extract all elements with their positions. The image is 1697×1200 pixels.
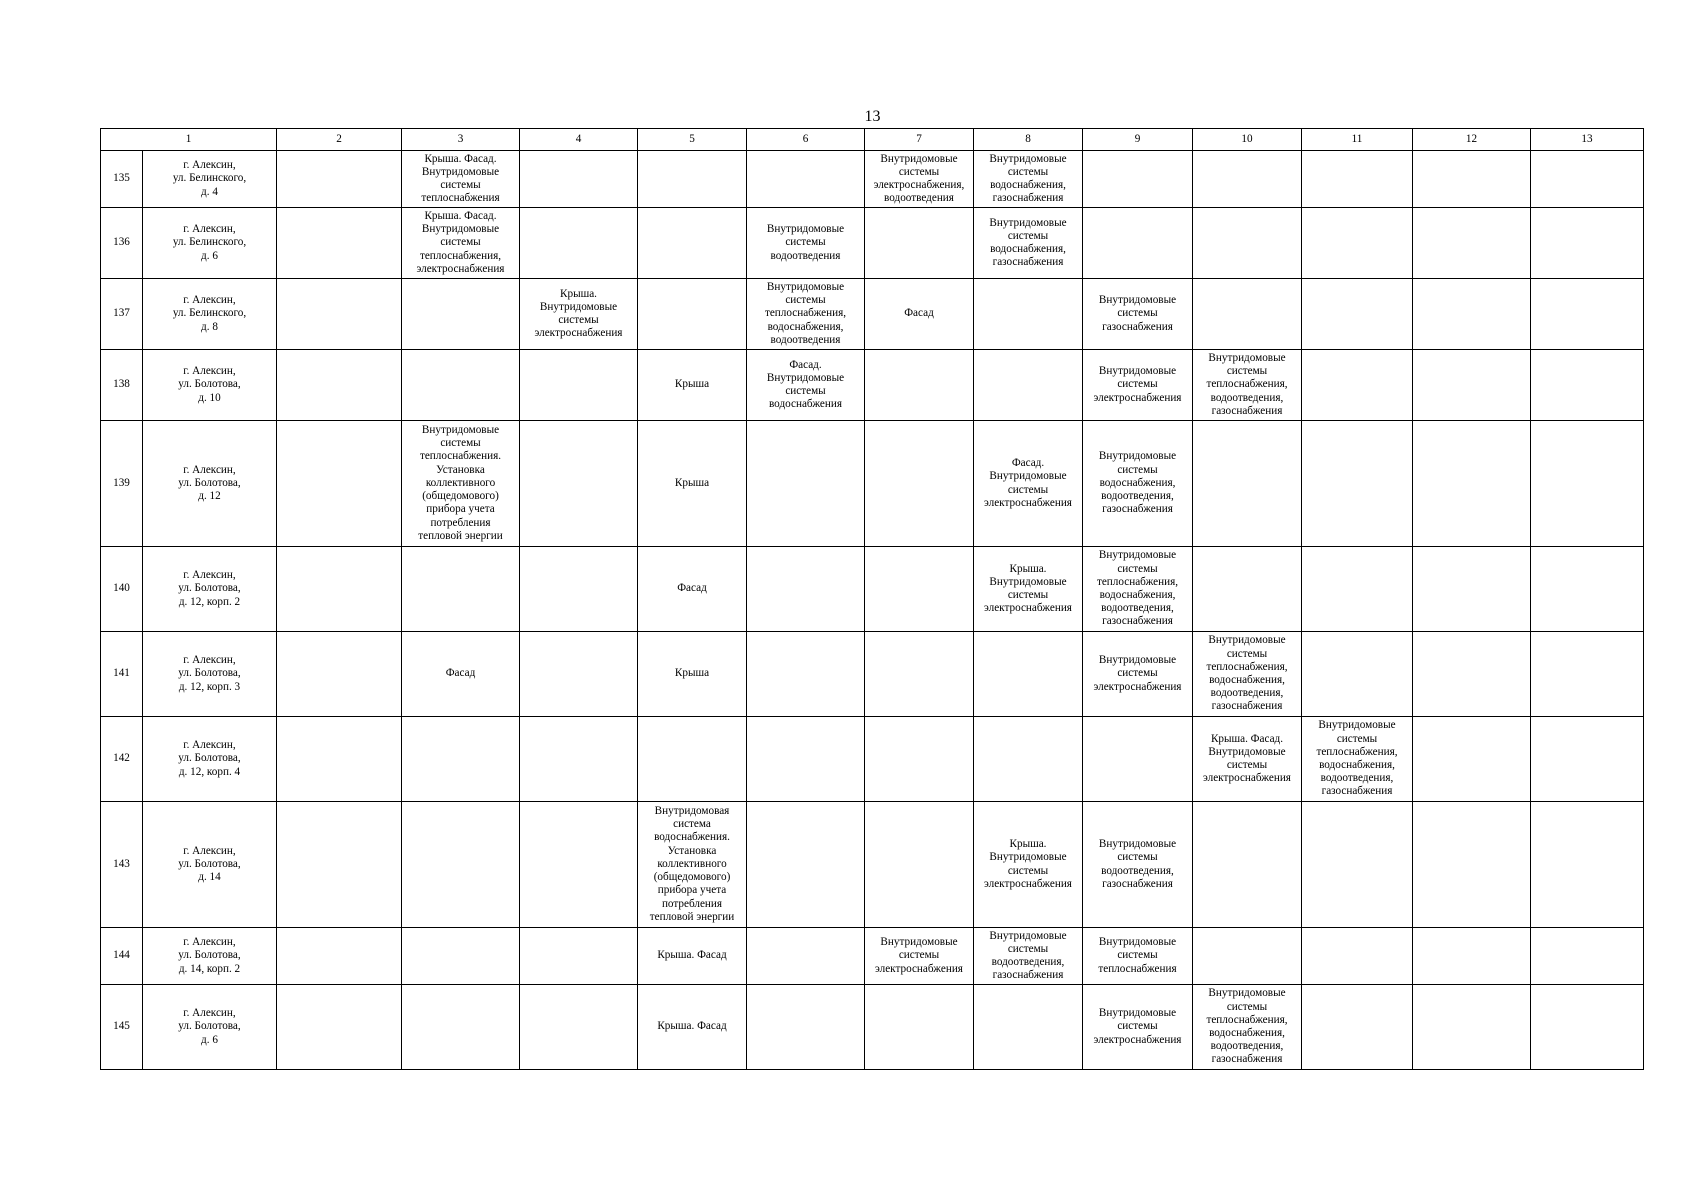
work-cell: Фасад. Внутридомовые системы электроснабжения <box>974 421 1083 547</box>
work-cell <box>1531 151 1644 208</box>
work-cell: Внутридомовые системы теплоснабжения, водоснабжения, водоотведения <box>747 279 865 350</box>
work-cell <box>1302 208 1413 279</box>
work-cell <box>1083 151 1193 208</box>
work-cell <box>520 802 638 928</box>
table-row <box>101 802 1644 928</box>
work-cell <box>747 717 865 802</box>
column-header: 3 <box>402 129 520 151</box>
work-cell <box>277 928 402 985</box>
work-cell <box>402 928 520 985</box>
column-header: 2 <box>277 129 402 151</box>
work-cell <box>1302 802 1413 928</box>
work-cell <box>1531 985 1644 1070</box>
address-cell: г. Алексин, ул. Белинского, д. 4 <box>143 151 277 208</box>
work-cell: Крыша. Внутридомовые системы электроснабжения <box>974 802 1083 928</box>
work-cell: Внутридомовые системы электроснабжения <box>865 928 974 985</box>
work-cell <box>865 350 974 421</box>
work-cell <box>865 421 974 547</box>
work-cell <box>1413 928 1531 985</box>
work-cell <box>1302 632 1413 717</box>
work-cell <box>277 151 402 208</box>
work-cell: Внутридомовые системы теплоснабжения, водоснабжения, водоотведения, газоснабжения <box>1083 547 1193 632</box>
work-cell <box>1302 985 1413 1070</box>
work-cell: Фасад <box>402 632 520 717</box>
repair-schedule-table <box>100 128 1644 1070</box>
work-cell <box>1302 421 1413 547</box>
table-row <box>101 421 1644 547</box>
work-cell <box>402 802 520 928</box>
work-cell <box>402 547 520 632</box>
row-number: 135 <box>101 151 143 208</box>
address-cell: г. Алексин, ул. Болотова, д. 12 <box>143 421 277 547</box>
work-cell <box>865 717 974 802</box>
work-cell <box>520 350 638 421</box>
work-cell <box>865 632 974 717</box>
work-cell: Крыша. Фасад <box>638 928 747 985</box>
work-cell <box>277 350 402 421</box>
address-cell: г. Алексин, ул. Болотова, д. 14, корп. 2 <box>143 928 277 985</box>
work-cell: Фасад <box>638 547 747 632</box>
column-header: 10 <box>1193 129 1302 151</box>
work-cell <box>520 632 638 717</box>
column-header: 12 <box>1413 129 1531 151</box>
work-cell <box>520 985 638 1070</box>
work-cell <box>1531 928 1644 985</box>
work-cell <box>638 279 747 350</box>
work-cell <box>1531 421 1644 547</box>
row-number: 141 <box>101 632 143 717</box>
work-cell: Внутридомовые системы электроснабжения, водоотведения <box>865 151 974 208</box>
work-cell: Внутридомовые системы теплоснабжения, водоснабжения, водоотведения, газоснабжения <box>1193 985 1302 1070</box>
work-cell <box>747 985 865 1070</box>
row-number: 138 <box>101 350 143 421</box>
work-cell <box>1413 632 1531 717</box>
work-cell <box>974 985 1083 1070</box>
work-cell: Внутридомовые системы электроснабжения <box>1083 985 1193 1070</box>
work-cell: Внутридомовые системы теплоснабжения. Установка коллективного (общедомового) прибора учета потребления тепловой энергии <box>402 421 520 547</box>
header-row <box>101 129 1644 151</box>
column-header: 11 <box>1302 129 1413 151</box>
column-header: 5 <box>638 129 747 151</box>
work-cell: Внутридомовая система водоснабжения. Установка коллективного (общедомового) прибора учета потребления тепловой энергии <box>638 802 747 928</box>
work-cell <box>277 208 402 279</box>
work-cell: Внутридомовые системы водоотведения <box>747 208 865 279</box>
work-cell: Фасад. Внутридомовые системы водоснабжения <box>747 350 865 421</box>
row-number: 145 <box>101 985 143 1070</box>
work-cell: Внутридомовые системы теплоснабжения, водоснабжения, водоотведения, газоснабжения <box>1193 632 1302 717</box>
work-cell <box>1531 208 1644 279</box>
table-row <box>101 985 1644 1070</box>
work-cell <box>1193 151 1302 208</box>
work-cell: Внутридомовые системы электроснабжения <box>1083 632 1193 717</box>
work-cell <box>638 717 747 802</box>
work-cell <box>520 208 638 279</box>
address-cell: г. Алексин, ул. Белинского, д. 8 <box>143 279 277 350</box>
row-number: 143 <box>101 802 143 928</box>
work-cell <box>277 802 402 928</box>
work-cell <box>277 985 402 1070</box>
work-cell <box>1193 547 1302 632</box>
work-cell <box>277 547 402 632</box>
work-cell <box>277 717 402 802</box>
work-cell <box>747 421 865 547</box>
work-cell <box>974 279 1083 350</box>
table-row <box>101 928 1644 985</box>
work-cell <box>1193 279 1302 350</box>
work-cell: Внутридомовые системы теплоснабжения, водоотведения, газоснабжения <box>1193 350 1302 421</box>
work-cell <box>974 717 1083 802</box>
work-cell <box>1531 350 1644 421</box>
work-cell: Внутридомовые системы газоснабжения <box>1083 279 1193 350</box>
work-cell <box>1083 208 1193 279</box>
row-number: 136 <box>101 208 143 279</box>
work-cell: Внутридомовые системы водоснабжения, газоснабжения <box>974 151 1083 208</box>
work-cell <box>520 717 638 802</box>
work-cell <box>865 985 974 1070</box>
work-cell <box>1413 421 1531 547</box>
work-cell <box>974 350 1083 421</box>
address-cell: г. Алексин, ул. Болотова, д. 12, корп. 4 <box>143 717 277 802</box>
work-cell <box>747 802 865 928</box>
work-cell <box>1531 632 1644 717</box>
table-row <box>101 279 1644 350</box>
work-cell <box>1413 350 1531 421</box>
work-cell: Внутридомовые системы водоснабжения, водоотведения, газоснабжения <box>1083 421 1193 547</box>
work-cell <box>1193 208 1302 279</box>
table-row <box>101 547 1644 632</box>
work-cell <box>638 151 747 208</box>
work-cell <box>402 279 520 350</box>
work-cell <box>1083 717 1193 802</box>
column-header: 4 <box>520 129 638 151</box>
work-cell: Крыша. Фасад. Внутридомовые системы теплоснабжения <box>402 151 520 208</box>
work-cell <box>974 632 1083 717</box>
work-cell: Внутридомовые системы водоотведения, газоснабжения <box>974 928 1083 985</box>
table-row <box>101 632 1644 717</box>
work-cell: Крыша. Внутридомовые системы электроснабжения <box>974 547 1083 632</box>
work-cell <box>1413 802 1531 928</box>
work-cell <box>638 208 747 279</box>
column-header: 9 <box>1083 129 1193 151</box>
work-cell <box>747 151 865 208</box>
work-cell: Внутридомовые системы теплоснабжения <box>1083 928 1193 985</box>
table-body <box>101 129 1644 1070</box>
column-header: 6 <box>747 129 865 151</box>
address-cell: г. Алексин, ул. Болотова, д. 14 <box>143 802 277 928</box>
work-cell: Внутридомовые системы теплоснабжения, водоснабжения, водоотведения, газоснабжения <box>1302 717 1413 802</box>
work-cell <box>1413 151 1531 208</box>
work-cell <box>402 717 520 802</box>
work-cell <box>277 421 402 547</box>
work-cell <box>1413 547 1531 632</box>
row-number: 140 <box>101 547 143 632</box>
address-cell: г. Алексин, ул. Болотова, д. 6 <box>143 985 277 1070</box>
page-number: 13 <box>864 108 881 125</box>
work-cell <box>1531 802 1644 928</box>
work-cell <box>1302 151 1413 208</box>
work-cell: Крыша. Фасад. Внутридомовые системы электроснабжения <box>1193 717 1302 802</box>
work-cell <box>865 802 974 928</box>
row-number: 142 <box>101 717 143 802</box>
column-header: 13 <box>1531 129 1644 151</box>
work-cell <box>402 985 520 1070</box>
work-cell: Внутридомовые системы водоснабжения, газоснабжения <box>974 208 1083 279</box>
address-cell: г. Алексин, ул. Болотова, д. 12, корп. 2 <box>143 547 277 632</box>
work-cell <box>520 547 638 632</box>
address-cell: г. Алексин, ул. Болотова, д. 10 <box>143 350 277 421</box>
work-cell: Крыша <box>638 632 747 717</box>
work-cell <box>520 928 638 985</box>
row-number: 144 <box>101 928 143 985</box>
work-cell <box>277 632 402 717</box>
work-cell <box>1193 802 1302 928</box>
table-row <box>101 717 1644 802</box>
work-cell: Внутридомовые системы водоотведения, газоснабжения <box>1083 802 1193 928</box>
work-cell: Крыша <box>638 350 747 421</box>
table-row <box>101 208 1644 279</box>
row-number: 139 <box>101 421 143 547</box>
work-cell: Крыша. Фасад. Внутридомовые системы теплоснабжения, электроснабжения <box>402 208 520 279</box>
work-cell <box>1302 350 1413 421</box>
work-cell <box>1193 928 1302 985</box>
column-header: 8 <box>974 129 1083 151</box>
work-cell: Фасад <box>865 279 974 350</box>
work-cell <box>747 632 865 717</box>
address-cell: г. Алексин, ул. Белинского, д. 6 <box>143 208 277 279</box>
work-cell <box>277 279 402 350</box>
work-cell <box>1531 717 1644 802</box>
work-cell <box>747 928 865 985</box>
work-cell <box>1531 547 1644 632</box>
work-cell <box>1302 279 1413 350</box>
work-cell <box>1193 421 1302 547</box>
work-cell <box>865 208 974 279</box>
work-cell <box>747 547 865 632</box>
row-number: 137 <box>101 279 143 350</box>
table-row <box>101 151 1644 208</box>
work-cell <box>1413 717 1531 802</box>
column-header: 7 <box>865 129 974 151</box>
work-cell: Крыша <box>638 421 747 547</box>
work-cell <box>1302 547 1413 632</box>
work-cell <box>865 547 974 632</box>
address-cell: г. Алексин, ул. Болотова, д. 12, корп. 3 <box>143 632 277 717</box>
work-cell: Крыша. Фасад <box>638 985 747 1070</box>
work-cell <box>520 421 638 547</box>
column-header: 1 <box>101 129 277 151</box>
work-cell <box>402 350 520 421</box>
work-cell <box>1413 208 1531 279</box>
work-cell: Крыша. Внутридомовые системы электроснабжения <box>520 279 638 350</box>
work-cell <box>1531 279 1644 350</box>
work-cell: Внутридомовые системы электроснабжения <box>1083 350 1193 421</box>
work-cell <box>1413 985 1531 1070</box>
work-cell <box>1302 928 1413 985</box>
work-cell <box>520 151 638 208</box>
table-row <box>101 350 1644 421</box>
work-cell <box>1413 279 1531 350</box>
